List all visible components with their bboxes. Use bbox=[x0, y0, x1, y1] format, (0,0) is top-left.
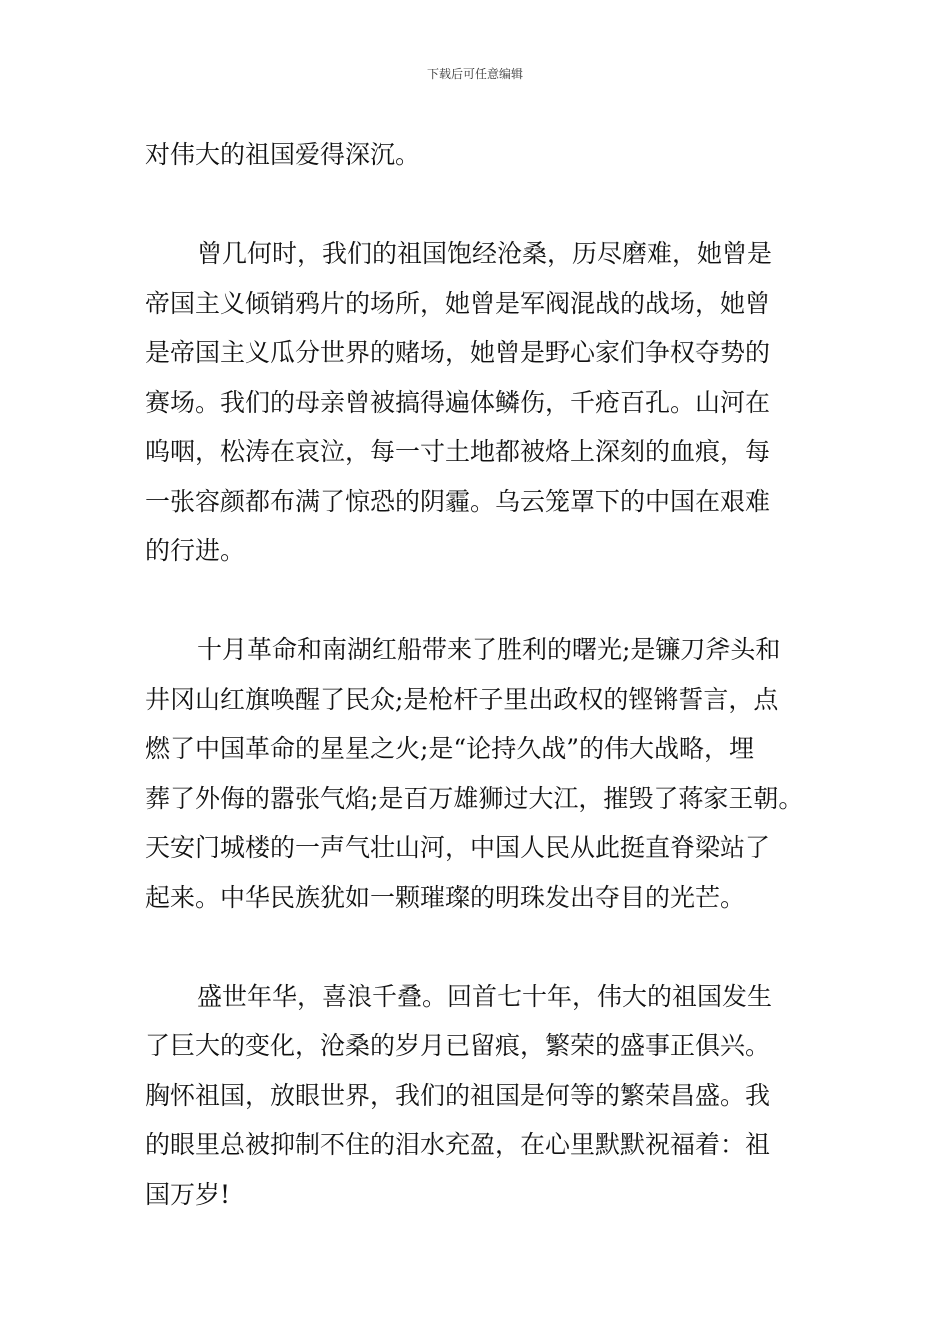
text-line: 天安门城楼的一声气壮山河，中国人民从此挺直脊梁站了 bbox=[145, 833, 771, 862]
paragraph-gap bbox=[145, 922, 825, 972]
text-line: 国万岁! bbox=[145, 1179, 231, 1209]
paragraph-gap bbox=[145, 180, 825, 230]
paragraph-gap bbox=[145, 576, 825, 626]
text-line: 起来。中华民族犹如一颗璀璨的明珠发出夺目的光芒。 bbox=[145, 882, 746, 912]
text-line: 井冈山红旗唤醒了民众;是枪杆子里出政权的铿锵誓言，点 bbox=[145, 684, 779, 714]
text-line: 赛场。我们的母亲曾被搞得遍体鳞伤，千疮百孔。山河在 bbox=[145, 387, 771, 417]
text-line: 帝国主义倾销鸦片的场所，她曾是军阀混战的战场，她曾 bbox=[145, 288, 771, 318]
text-line: 呜咽，松涛在哀泣，每一寸土地都被烙上深刻的血痕，每 bbox=[145, 437, 771, 466]
text-line: 一张容颜都布满了惊恐的阴霾。乌云笼罩下的中国在艰难 bbox=[145, 486, 771, 516]
text-line: 曾几何时，我们的祖国饱经沧桑，历尽磨难，她曾是 bbox=[197, 239, 773, 268]
text-line: 的行进。 bbox=[145, 536, 246, 565]
text-line: 胸怀祖国，放眼世界，我们的祖国是何等的繁荣昌盛。我 bbox=[145, 1080, 771, 1110]
text-line: 对伟大的祖国爱得深沉。 bbox=[145, 140, 421, 169]
text-line: 了巨大的变化，沧桑的岁月已留痕，繁荣的盛事正俱兴。 bbox=[145, 1031, 771, 1060]
paragraph bbox=[145, 130, 825, 180]
text-line: 葬了外侮的嚣张气焰;是百万雄狮过大江，摧毁了蒋家王朝。 bbox=[145, 783, 804, 813]
text-line: 盛世年华，喜浪千叠。回首七十年，伟大的祖国发生 bbox=[197, 981, 773, 1011]
text-line: 十月革命和南湖红船带来了胜利的曙光;是镰刀斧头和 bbox=[197, 635, 781, 664]
paragraph bbox=[145, 972, 825, 1220]
paragraph bbox=[145, 229, 825, 576]
page-header-note: 下载后可任意编辑 bbox=[426, 67, 523, 81]
text-line: 是帝国主义瓜分世界的赌场，她曾是野心家们争权夺势的 bbox=[145, 338, 771, 367]
text-line: 燃了中国革命的星星之火;是“论持久战”的伟大战略，埋 bbox=[145, 734, 754, 763]
document-body bbox=[145, 130, 825, 1219]
text-line: 的眼里总被抑制不住的泪水充盈，在心里默默祝福着：祖 bbox=[145, 1130, 771, 1159]
paragraph bbox=[145, 625, 825, 922]
